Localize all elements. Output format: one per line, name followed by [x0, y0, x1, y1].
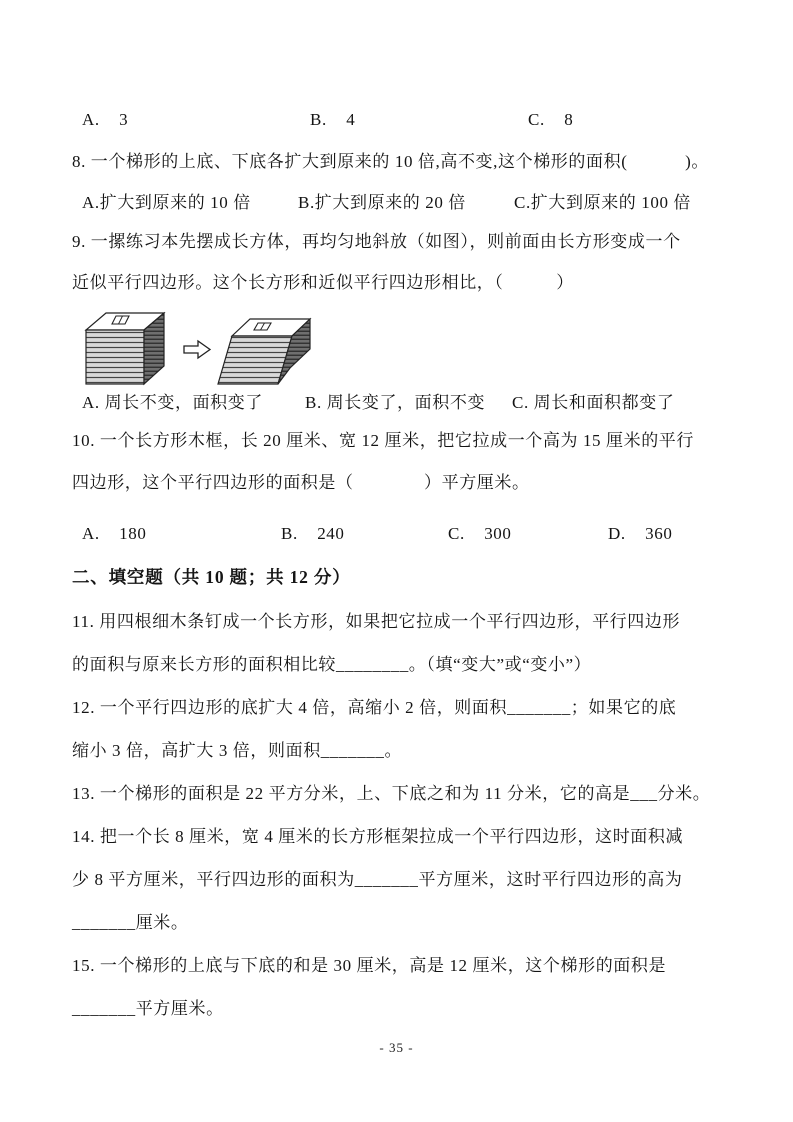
question-13-text: 13. 一个梯形的面积是 22 平方分米，上、下底之和为 11 分米，它的高是___分米。	[72, 784, 711, 803]
question-14-text-line3: _______厘米。	[72, 913, 189, 932]
section-2-header: 二、填空题（共 10 题；共 12 分）	[72, 567, 351, 587]
q7-options-row	[0, 109, 793, 133]
notebook-stack-figure	[84, 306, 316, 390]
question-10-text-line1: 10. 一个长方形木框，长 20 厘米、宽 12 厘米，把它拉成一个高为 15 厘米的平行	[72, 431, 694, 450]
q10-options-row	[0, 523, 793, 547]
question-12-text-line1: 12. 一个平行四边形的底扩大 4 倍，高缩小 2 倍，则面积_______；如果它的底	[72, 698, 677, 717]
question-11-text-line2: 的面积与原来长方形的面积相比较________。（填“变大”或“变小”）	[72, 655, 592, 674]
right-arrow-icon	[184, 341, 210, 358]
question-14-text-line2: 少 8 平方厘米，平行四边形的面积为_______平方厘米，这时平行四边形的高为	[72, 870, 683, 889]
question-14-text-line1: 14. 把一个长 8 厘米，宽 4 厘米的长方形框架拉成一个平行四边形，这时面积减	[72, 827, 684, 846]
q8-options-row	[0, 192, 793, 216]
q9-option-c: C. 周长和面积都变了	[512, 393, 675, 412]
q9-option-b: B. 周长变了，面积不变	[305, 393, 486, 412]
question-9-text-line1: 9. 一摞练习本先摆成长方体，再均匀地斜放（如图），则前面由长方形变成一个	[72, 232, 681, 251]
question-10-text-line2: 四边形，这个平行四边形的面积是（ ）平方厘米。	[72, 473, 530, 492]
slanted-stack-icon	[218, 319, 310, 384]
q7-option-a: A. 3	[82, 110, 129, 129]
q10-option-c: C. 300	[448, 524, 512, 543]
question-15-text-line1: 15. 一个梯形的上底与下底的和是 30 厘米，高是 12 厘米，这个梯形的面积是	[72, 956, 667, 975]
q10-option-b: B. 240	[281, 524, 345, 543]
q8-option-c: C.扩大到原来的 100 倍	[514, 193, 691, 212]
q8-option-b: B.扩大到原来的 20 倍	[298, 193, 466, 212]
q7-option-b: B. 4	[310, 110, 356, 129]
question-8-text: 8. 一个梯形的上底、下底各扩大到原来的 10 倍,高不变,这个梯形的面积( )。	[72, 152, 709, 171]
q9-options-row	[0, 392, 793, 416]
q9-option-a: A. 周长不变，面积变了	[82, 393, 263, 412]
question-12-text-line2: 缩小 3 倍，高扩大 3 倍，则面积_______。	[72, 741, 403, 760]
q7-option-c: C. 8	[528, 110, 574, 129]
page-number: - 35 -	[379, 1040, 414, 1055]
question-15-text-line2: _______平方厘米。	[72, 999, 224, 1018]
q10-option-d: D. 360	[608, 524, 673, 543]
cuboid-stack-icon	[86, 313, 164, 384]
q8-option-a: A.扩大到原来的 10 倍	[82, 193, 251, 212]
question-11-text-line1: 11. 用四根细木条钉成一个长方形，如果把它拉成一个平行四边形，平行四边形	[72, 612, 681, 631]
question-9-text-line2: 近似平行四边形。这个长方形和近似平行四边形相比，（ ）	[72, 273, 574, 292]
q10-option-a: A. 180	[82, 524, 147, 543]
